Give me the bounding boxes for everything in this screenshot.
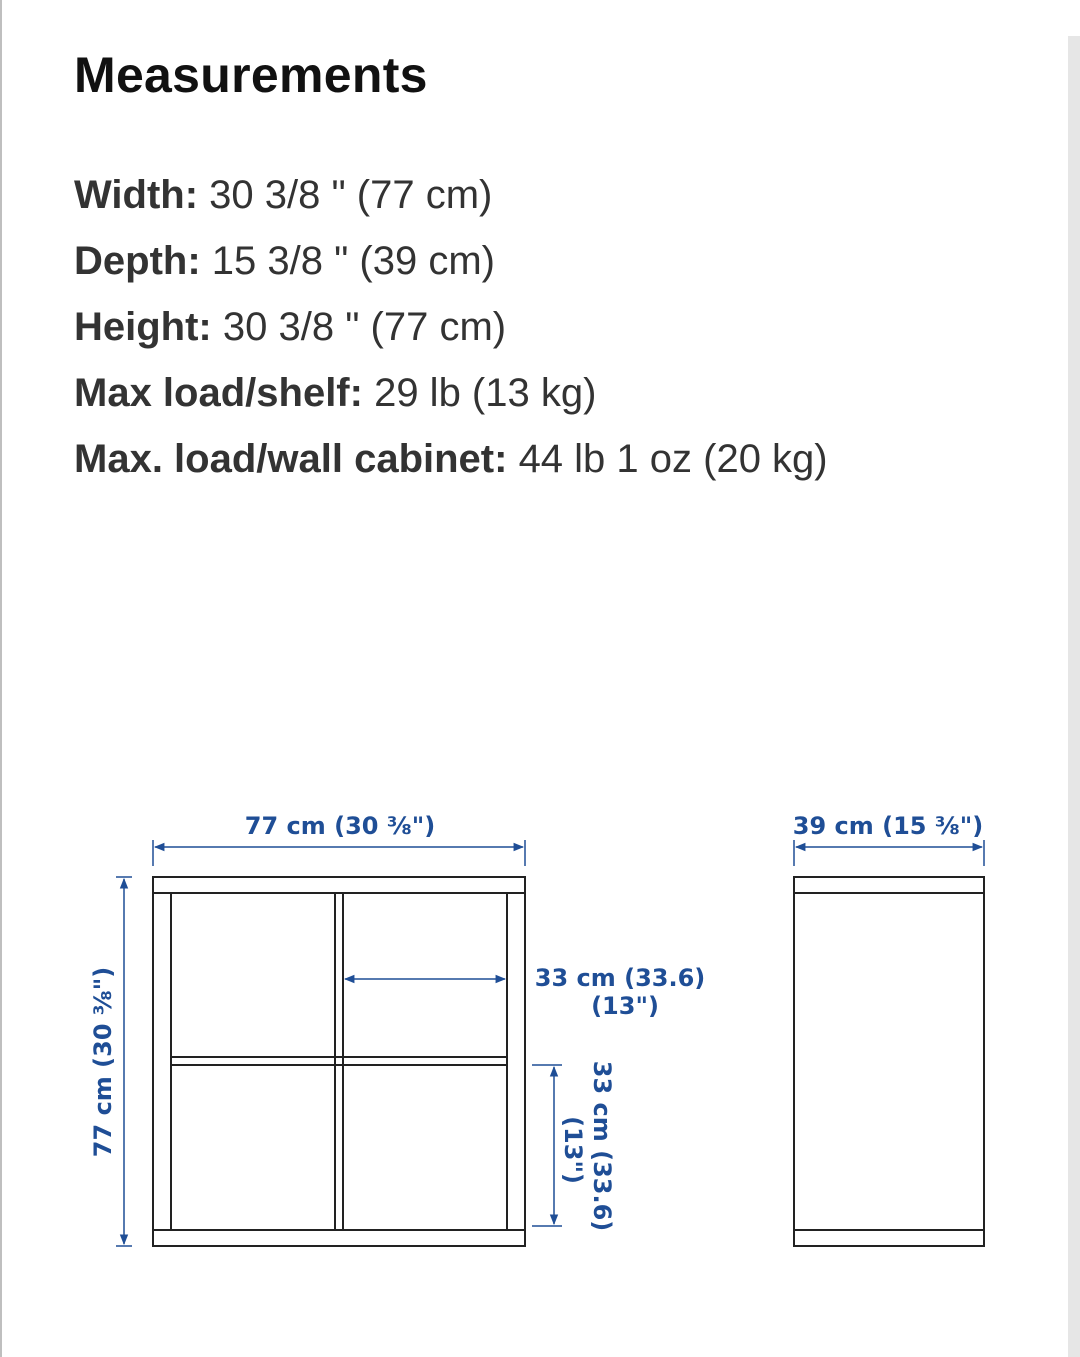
spec-max-load-wall-cabinet-label: Max. load/wall cabinet:: [74, 437, 508, 481]
right-side-panel: [507, 893, 525, 1230]
scrollbar-track[interactable]: [1068, 36, 1080, 1357]
spec-width-value: 30 3/8 " (77 cm): [209, 173, 493, 217]
depth-dimension-label: 39 cm (15 ⅜"): [792, 812, 984, 840]
spec-height-label: Height:: [74, 305, 212, 349]
bottom-panel: [153, 1230, 525, 1246]
spec-max-load-shelf-label: Max load/shelf:: [74, 371, 363, 415]
spec-depth-value: 15 3/8 " (39 cm): [211, 239, 495, 283]
inner-width-label-line2: (13"): [591, 992, 659, 1020]
front-view-shelf: [153, 877, 525, 1246]
spec-width-label: Width:: [74, 173, 199, 217]
spec-height-value: 30 3/8 " (77 cm): [222, 305, 507, 349]
middle-shelf: [171, 1057, 507, 1065]
spec-depth: [74, 228, 828, 294]
center-divider: [335, 893, 343, 1230]
spec-depth-label: Depth:: [74, 239, 201, 283]
spec-height: [74, 294, 828, 360]
depth-dimension: [794, 840, 984, 866]
side-bottom-panel: [794, 1230, 984, 1246]
side-view-shelf: [794, 877, 984, 1246]
width-dimension: [153, 840, 525, 866]
inner-height-dimension: [532, 1065, 562, 1226]
measurements-list: [74, 162, 828, 492]
left-side-panel: [153, 893, 171, 1230]
height-dimension: [116, 877, 132, 1246]
spec-max-load-wall-cabinet: [74, 426, 828, 492]
inner-height-label-line2: (13"): [559, 1116, 587, 1184]
side-top-panel: [794, 877, 984, 893]
spec-max-load-shelf-value: 29 lb (13 kg): [374, 371, 597, 415]
dimension-diagram: [0, 760, 1068, 1320]
page-title: Measurements: [74, 47, 428, 103]
top-panel: [153, 877, 525, 893]
side-body: [794, 893, 984, 1230]
inner-height-label-line1: 33 cm (33.6): [588, 1060, 616, 1232]
inner-width-label-line1: 33 cm (33.6): [534, 964, 706, 992]
spec-max-load-shelf: [74, 360, 828, 426]
spec-width: [74, 162, 828, 228]
height-dimension-label: 77 cm (30 ⅜"): [89, 966, 117, 1158]
width-dimension-label: 77 cm (30 ⅜"): [244, 812, 436, 840]
spec-max-load-wall-cabinet-value: 44 lb 1 oz (20 kg): [518, 437, 828, 481]
